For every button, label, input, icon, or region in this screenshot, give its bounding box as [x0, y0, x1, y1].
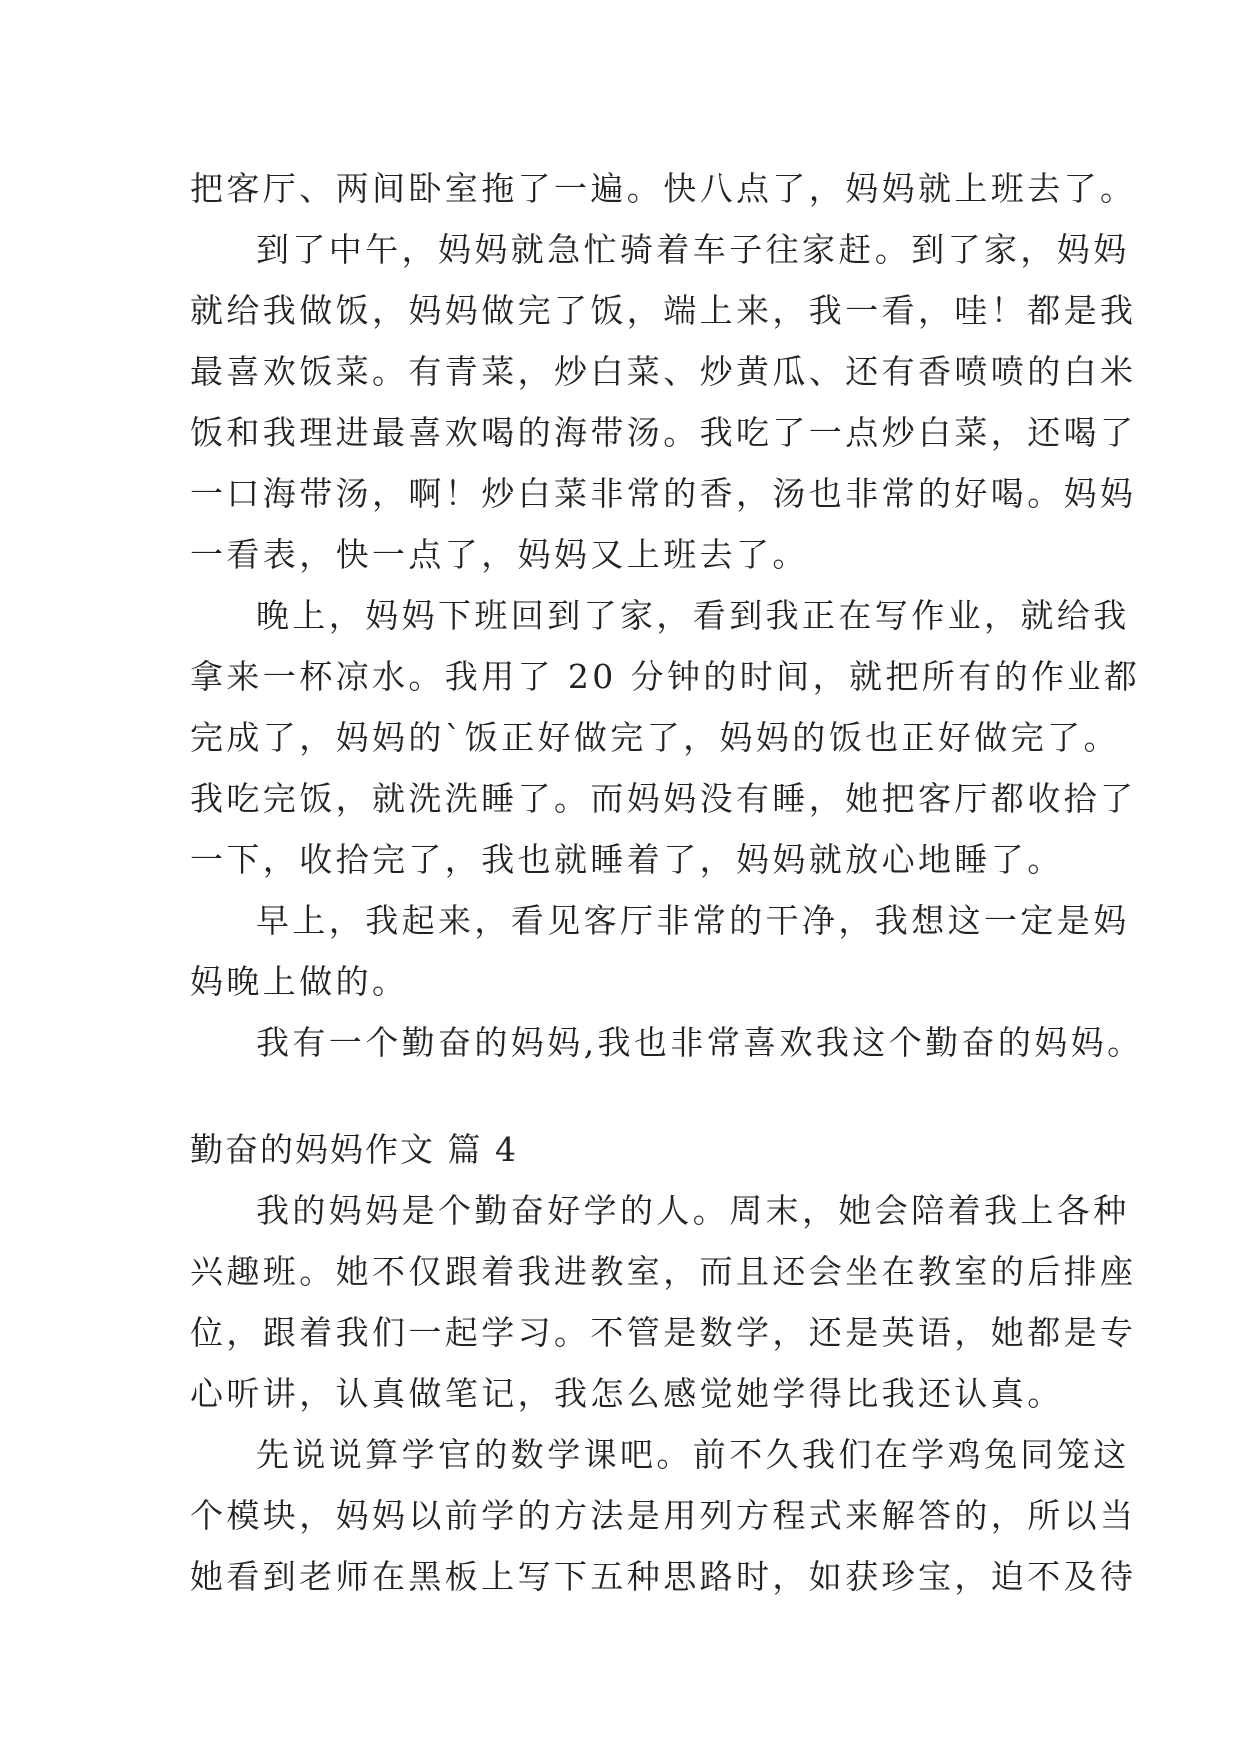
text-line: 我有一个勤奋的妈妈,我也非常喜欢我这个勤奋的妈妈。 — [256, 1023, 1144, 1062]
text-line: 心听讲，认真做笔记，我怎么感觉她学得比我还认真。 — [190, 1374, 1064, 1413]
section-gap — [190, 1073, 1070, 1119]
text-line: 一口海带汤，啊！炒白菜非常的香，汤也非常的好喝。妈妈 — [190, 474, 1137, 513]
text-line: 拿来一杯凉水。我用了 20 分钟的时间，就把所有的作业都 — [190, 657, 1141, 696]
text-line: 早上，我起来，看见客厅非常的干净，我想这一定是妈 — [256, 901, 1130, 940]
text-line: 兴趣班。她不仅跟着我进教室，而且还会坐在教室的后排座 — [190, 1252, 1137, 1291]
text-line: 一看表，快一点了，妈妈又上班去了。 — [190, 535, 809, 574]
text-line: 饭和我理进最喜欢喝的海带汤。我吃了一点炒白菜，还喝了 — [190, 413, 1137, 452]
text-line: 我吃完饭，就洗洗睡了。而妈妈没有睡，她把客厅都收拾了 — [190, 779, 1137, 818]
section-title: 勤奋的妈妈作文 篇 4 — [190, 1130, 518, 1169]
text-line: 一下，收拾完了，我也就睡着了，妈妈就放心地睡了。 — [190, 840, 1064, 879]
document-page — [190, 158, 1144, 1607]
text-line: 她看到老师在黑板上写下五种思路时，如获珍宝，迫不及待 — [190, 1557, 1137, 1596]
text-line: 先说说算学官的数学课吧。前不久我们在学鸡兔同笼这 — [256, 1435, 1130, 1474]
text-line: 我的妈妈是个勤奋好学的人。周末，她会陪着我上各种 — [256, 1191, 1130, 1230]
text-line: 妈晚上做的。 — [190, 962, 409, 1001]
document-part-1 — [190, 158, 1144, 1073]
text-line: 把客厅、两间卧室拖了一遍。快八点了，妈妈就上班去了。 — [190, 169, 1137, 208]
text-line: 完成了，妈妈的`饭正好做完了，妈妈的饭也正好做完了。 — [190, 718, 1120, 757]
text-line: 最喜欢饭菜。有青菜，炒白菜、炒黄瓜、还有香喷喷的白米 — [190, 352, 1137, 391]
document-part-2 — [190, 1180, 1137, 1607]
text-line: 位，跟着我们一起学习。不管是数学，还是英语，她都是专 — [190, 1313, 1137, 1352]
text-line: 就给我做饭，妈妈做完了饭，端上来，我一看，哇！都是我 — [190, 291, 1137, 330]
text-line: 到了中午，妈妈就急忙骑着车子往家赶。到了家，妈妈 — [256, 230, 1130, 269]
text-line: 个模块，妈妈以前学的方法是用列方程式来解答的，所以当 — [190, 1496, 1137, 1535]
text-line: 晚上，妈妈下班回到了家，看到我正在写作业，就给我 — [256, 596, 1130, 635]
